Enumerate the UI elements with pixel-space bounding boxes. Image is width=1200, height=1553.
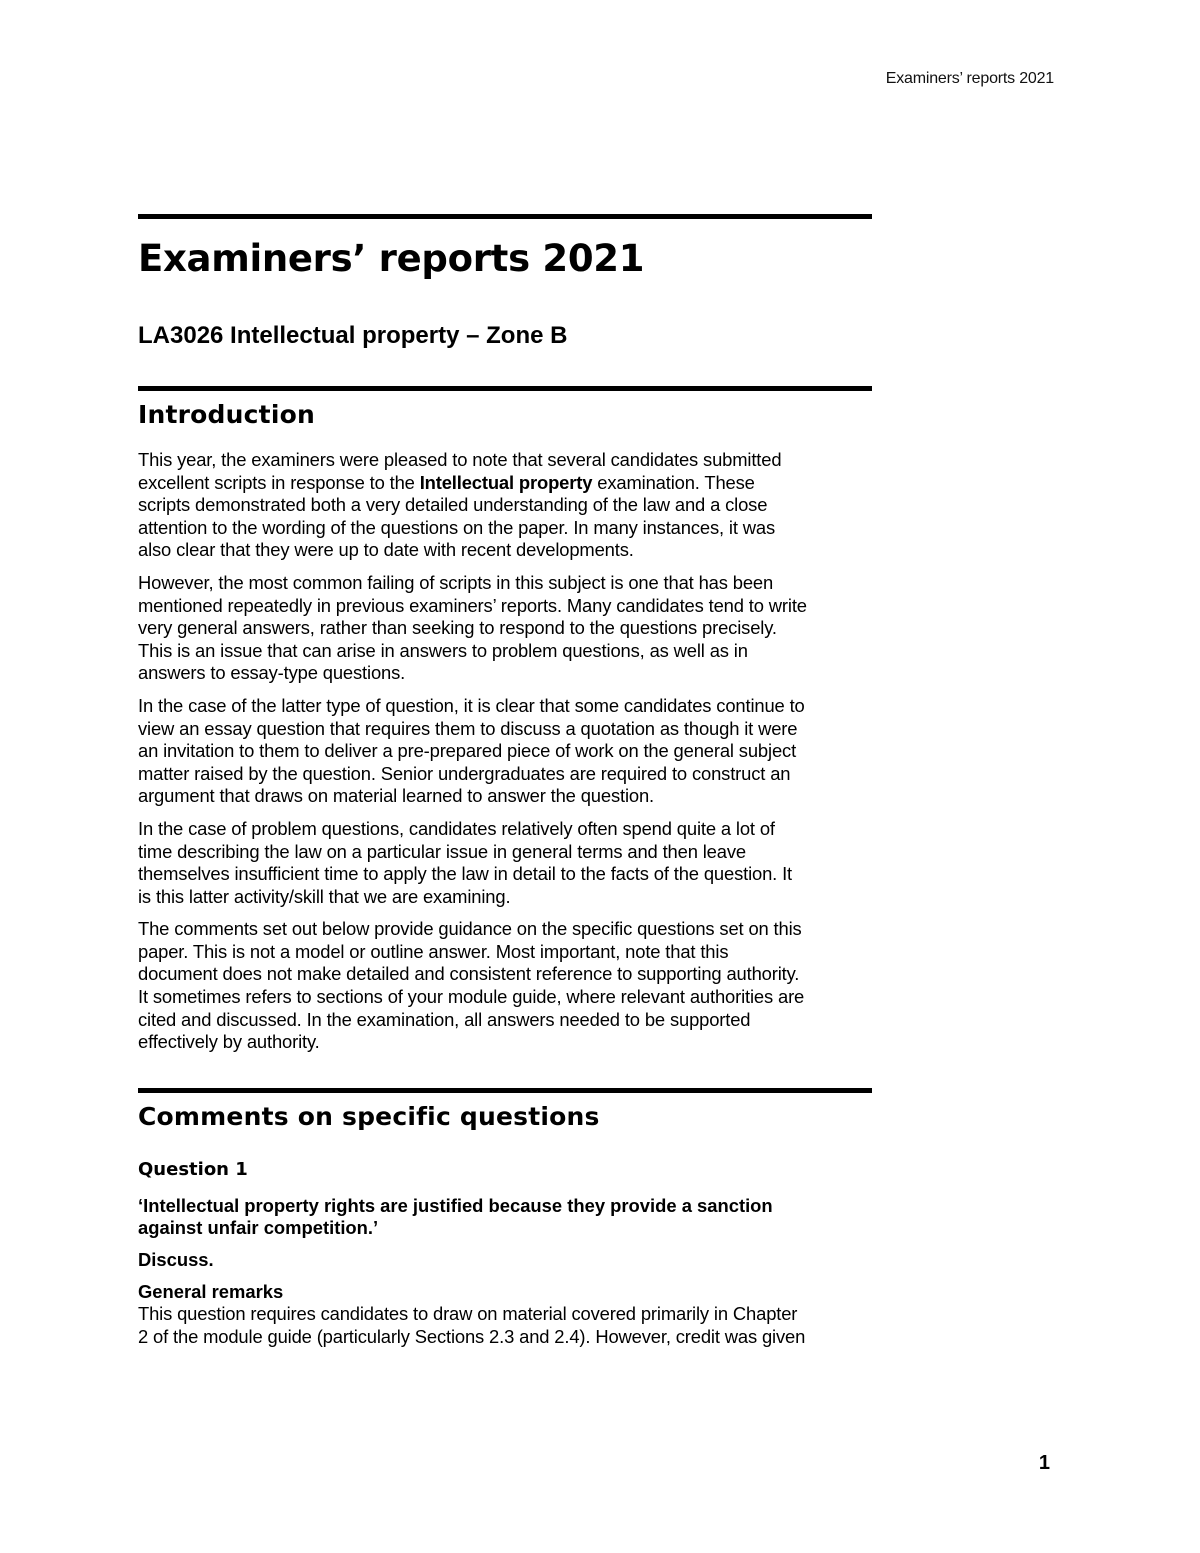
text-line: In the case of problem questions, candidates relatively often spend quite a lot of	[138, 817, 775, 839]
text-line: This question requires candidates to draw on material covered primarily in Chapter	[138, 1303, 798, 1325]
text-line: themselves insufficient time to apply the law in detail to the facts of the question. It	[138, 863, 792, 885]
text-line: an invitation to them to deliver a pre-prepared piece of work on the general subject	[138, 740, 797, 762]
text-line: scripts demonstrated both a very detailed understanding of the law and a close	[138, 494, 768, 516]
question-1-heading: Question 1	[138, 1158, 248, 1180]
text-line: attention to the wording of the questions on the paper. In many instances, it was	[138, 516, 776, 538]
general-remarks-label: General remarks	[138, 1280, 284, 1302]
emphasis-text: Intellectual property	[419, 471, 593, 493]
page-title: Examiners’ reports 2021	[138, 237, 645, 280]
intro-paragraph-2	[138, 572, 872, 685]
course-subtitle: LA3026 Intellectual property – Zone B	[138, 322, 568, 349]
intro-paragraph-5	[138, 918, 872, 1054]
text-line: is this latter activity/skill that we are examining.	[138, 885, 511, 907]
text-line: argument that draws on material learned to answer the question.	[138, 785, 655, 807]
text-line: very general answers, rather than seeking to respond to the questions precisely.	[138, 617, 777, 639]
text-line: matter raised by the question. Senior undergraduates are required to construct an	[138, 762, 791, 784]
text-line: also clear that they were up to date with recent developments.	[138, 539, 634, 561]
text-line: answers to essay-type questions.	[138, 662, 406, 684]
text-line: paper. This is not a model or outline answer. Most important, note that this	[138, 940, 729, 962]
text-line: This year, the examiners were pleased to note that several candidates submitted	[138, 449, 782, 470]
text-line: cited and discussed. In the examination, all answers needed to be supported	[138, 1008, 751, 1030]
question-1-quote	[138, 1195, 872, 1240]
general-remarks-body	[138, 1303, 872, 1348]
text-line: view an essay question that requires them to discuss a quotation as though it were	[138, 717, 798, 739]
text-line: 2 of the module guide (particularly Sections 2.3 and 2.4). However, credit was given	[138, 1325, 806, 1347]
text-line: In the case of the latter type of question, it is clear that some candidates continue to	[138, 694, 805, 716]
text-line: The comments set out below provide guidance on the specific questions set on this	[138, 918, 802, 940]
title-top-rule	[138, 214, 872, 219]
introduction-heading: Introduction	[138, 400, 315, 429]
text-run: examination. These	[592, 471, 755, 493]
introduction-rule	[138, 386, 872, 391]
page-number: 1	[1038, 1452, 1050, 1474]
text-line: This is an issue that can arise in answers to problem questions, as well as in	[138, 639, 748, 661]
text-line: document does not make detailed and consistent reference to supporting authority.	[138, 963, 800, 985]
page-content	[138, 214, 872, 1348]
running-header: Examiners’ reports 2021	[885, 70, 1054, 87]
intro-paragraph-4	[138, 818, 872, 908]
comments-heading: Comments on specific questions	[138, 1101, 600, 1131]
text-line: against unfair competition.’	[138, 1217, 379, 1239]
text-line: effectively by authority.	[138, 1031, 320, 1053]
intro-paragraph-3	[138, 695, 872, 808]
text-line	[138, 472, 872, 495]
question-1-instruction: Discuss.	[138, 1249, 214, 1271]
text-run: excellent scripts in response to the	[138, 471, 420, 493]
text-line: It sometimes refers to sections of your module guide, where relevant authorities are	[138, 986, 805, 1008]
comments-rule	[138, 1088, 872, 1093]
text-line: time describing the law on a particular issue in general terms and then leave	[138, 840, 746, 862]
text-line: ‘Intellectual property rights are justified because they provide a sanction	[138, 1194, 773, 1216]
text-line: mentioned repeatedly in previous examiners’ reports. Many candidates tend to write	[138, 594, 807, 616]
intro-paragraph-1	[138, 449, 872, 562]
text-line: However, the most common failing of scripts in this subject is one that has been	[138, 571, 774, 593]
